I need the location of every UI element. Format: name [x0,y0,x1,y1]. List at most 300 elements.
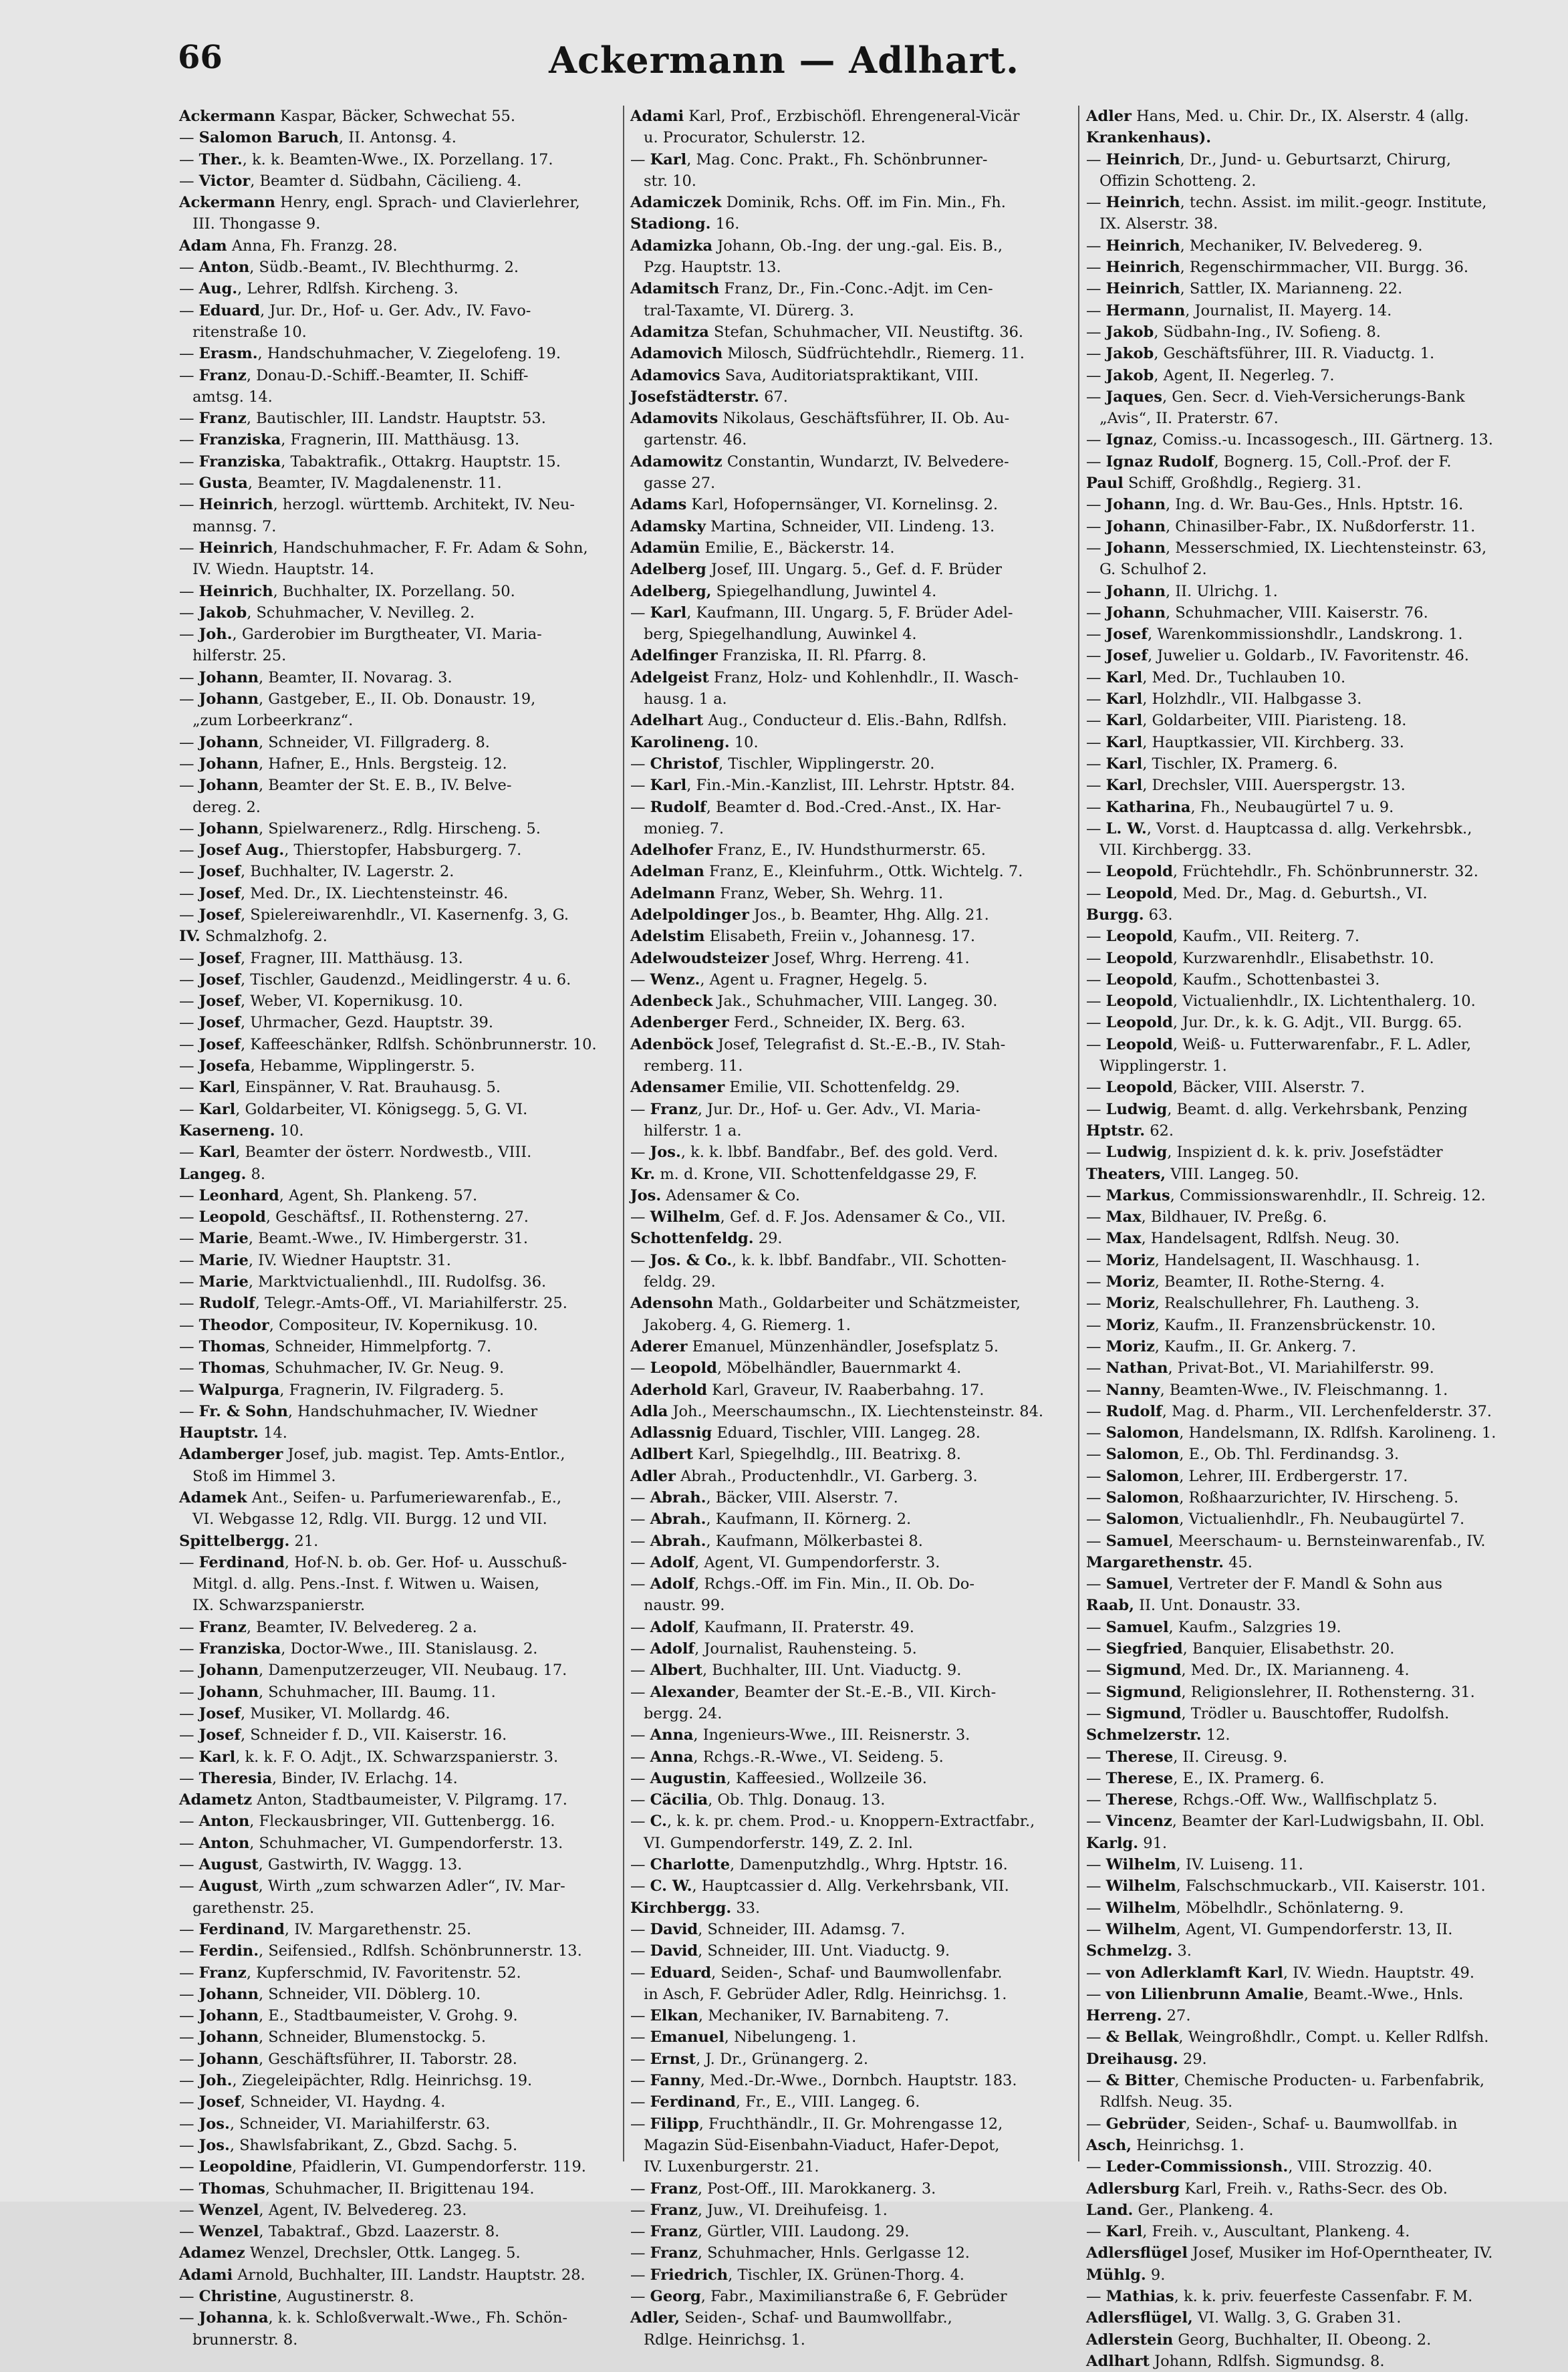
entry-line: Adelmann Franz, Weber, Sh. Wehrg. 11. [630,884,944,902]
entry-line: — Ferdinand, Hof-N. b. ob. Ger. Hof- u. Ausschuß- [179,1553,567,1571]
entry-line: — Johann, Geschäftsführer, II. Taborstr. 28. [179,2050,517,2068]
entry-line: IX. Schwarzspanierstr. [192,1597,366,1615]
entry-line: — Ludwig, Inspizient d. k. k. priv. Josefstädter [1086,1144,1443,1162]
entry-line: — Augustin, Kaffeesied., Wollzeile 36. [630,1769,927,1787]
entry-line: — Karl, Kaufmann, III. Ungarg. 5, F. Brüder Adel- [630,604,1013,622]
entry-line: Kr. m. d. Krone, VII. Schottenfeldgasse 29, F. [630,1165,977,1183]
entry-line: — Thomas, Schuhmacher, II. Brigittenau 194. [179,2180,535,2198]
entry-line: — Moriz, Realschullehrer, Fh. Lautheng. 3. [1086,1295,1420,1313]
entry-line: — Karl, Holzhdlr., VII. Halbgasse 3. [1086,690,1362,708]
entry-line: monieg. 7. [644,819,725,837]
entry-line: — Rudolf, Mag. d. Pharm., VII. Lerchenfelderstr. 37. [1086,1402,1492,1420]
entry-line: — Vincenz, Beamter der Karl-Ludwigsbahn, II. Obl. [1086,1813,1484,1831]
entry-line: Adlersflügel, VI. Wallg. 3, G. Graben 31. [1086,2309,1402,2327]
entry-line: VI. Webgasse 12, Rdlg. VII. Burgg. 12 und VII. [192,1510,547,1529]
page-number: 66 [178,39,223,76]
entry-line: — Joh., Garderobier im Burgtheater, VI. Maria- [179,626,542,644]
entry-line: Adamün Emilie, E., Bäckerstr. 14. [630,539,895,557]
entry-line: — Leopold, Med. Dr., Mag. d. Geburtsh., VI. [1086,884,1428,902]
entry-line: Adamek Ant., Seifen- u. Parfumeriewarenfab., E., [179,1489,562,1506]
entry-line: — Heinrich, Mechaniker, IV. Belvedereg. 9. [1086,237,1423,255]
entry-line: Adametz Anton, Stadtbaumeister, V. Pilgramg. 17. [179,1791,567,1809]
entry-line: Karolineng. 10. [630,733,759,751]
entry-line: — Johann, Beamter, II. Novarag. 3. [179,668,452,686]
entry-line: — Fr. & Sohn, Handschuhmacher, IV. Wiedner [179,1402,538,1420]
entry-line: Margarethenstr. 45. [1086,1553,1253,1571]
entry-line: — Leonhard, Agent, Sh. Plankeng. 57. [179,1186,478,1204]
entry-line: u. Procurator, Schulerstr. 12. [644,129,866,147]
entry-line: — Heinrich, techn. Assist. im milit.-geogr. Institute, [1086,194,1487,212]
entry-line: — Josef, Weber, VI. Kopernikusg. 10. [179,993,463,1011]
entry-line: — Karl, Fin.-Min.-Kanzlist, III. Lehrstr. Hptstr. 84. [630,777,1015,795]
entry-line: — Leder-Commissionsh., VIII. Strozzig. 40. [1086,2158,1432,2176]
entry-line: — Anton, Fleckausbringer, VII. Guttenbergg. 16. [179,1813,555,1831]
entry-line: Adlassnig Eduard, Tischler, VIII. Langeg. 28. [630,1424,981,1442]
entry-line: Adamiczek Dominik, Rchs. Off. im Fin. Min., Fh. [630,194,1006,212]
entry-line: VI. Gumpendorferstr. 149, Z. 2. Inl. [644,1834,913,1852]
entry-line: Theaters, VIII. Langeg. 50. [1086,1165,1299,1183]
entry-line: Adelgeist Franz, Holz- und Kohlenhdlr., II. Wasch- [630,668,1019,686]
entry-line: — Wenz., Agent u. Fragner, Hegelg. 5. [630,970,928,989]
entry-line: Adelman Franz, E., Kleinfuhrm., Ottk. Wichtelg. 7. [630,863,1023,881]
entry-line: — C. W., Hauptcassier d. Allg. Verkehrsbank, VII. [630,1877,1009,1895]
entry-line: ritenstraße 10. [192,323,307,341]
entry-line: — von Adlerklamft Karl, IV. Wiedn. Hauptstr. 49. [1086,1964,1474,1982]
entry-line: Adamberger Josef, jub. magist. Tep. Amts-Entlor., [179,1446,565,1464]
entry-line: IV. Wiedn. Hauptstr. 14. [192,561,374,579]
entry-line: Schmelzg. 3. [1086,1942,1192,1960]
entry-line: — Josef, Warenkommissionshdlr., Landskrong. 1. [1086,626,1463,644]
entry-line: — Sigmund, Trödler u. Bauschtoffer, Rudolfsh. [1086,1704,1450,1722]
entry-line: — Karl, Goldarbeiter, VIII. Piaristeng. 18. [1086,712,1407,730]
entry-line: feldg. 29. [644,1273,716,1291]
entry-line: — Leopold, Kaufm., Schottenbastei 3. [1086,970,1380,989]
entry-line: — Moriz, Kaufm., II. Gr. Ankerg. 7. [1086,1337,1357,1355]
entry-line: berg, Spiegelhandlung, Auwinkel 4. [644,626,917,644]
entry-line: — Anton, Südb.-Beamt., IV. Blechthurmg. 2. [179,259,519,277]
entry-line: — Wenzel, Agent, IV. Belvedereg. 23. [179,2201,467,2219]
entry-line: Langeg. 8. [179,1165,265,1183]
entry-line: — Ther., k. k. Beamten-Wwe., IX. Porzellang. 17. [179,150,553,168]
entry-line: — Wilhelm, Agent, VI. Gumpendorferstr. 13, II. [1086,1920,1453,1938]
entry-line: — Heinrich, herzogl. württemb. Architekt, IV. Neu- [179,496,575,514]
entry-line: — Karl, k. k. F. O. Adjt., IX. Schwarzspanierstr. 3. [179,1748,559,1766]
entry-line: — & Bitter, Chemische Producten- u. Farbenfabrik, [1086,2072,1484,2090]
entry-line: — Jos., Shawlsfabrikant, Z., Gbzd. Sachg. 5. [179,2136,518,2154]
entry-line: Adenberger Ferd., Schneider, IX. Berg. 63. [630,1014,966,1032]
entry-line: — von Lilienbrunn Amalie, Beamt.-Wwe., Hnls. [1086,1985,1464,2003]
entry-line: Schottenfeldg. 29. [630,1230,783,1248]
entry-line: — Theresia, Binder, IV. Erlachg. 14. [179,1769,458,1787]
entry-line: Stadiong. 16. [630,215,740,233]
entry-line: Adami Karl, Prof., Erzbischöfl. Ehrengeneral-Vicär [630,108,1020,125]
running-title: Ackermann — Adlhart. [549,39,1019,82]
entry-line: tral-Taxamte, VI. Dürerg. 3. [644,301,854,319]
entry-line: — Johann, Schuhmacher, III. Baumg. 11. [179,1683,496,1701]
entry-line: Wipplingerstr. 1. [1099,1057,1227,1075]
entry-line: — Marie, Beamt.-Wwe., IV. Himbergerstr. 31. [179,1230,529,1248]
entry-line: — Ferdinand, Fr., E., VIII. Langeg. 6. [630,2093,920,2111]
entry-line: — Wilhelm, IV. Luiseng. 11. [1086,1856,1303,1874]
entry-line: — Eduard, Jur. Dr., Hof- u. Ger. Adv., IV. Favo- [179,301,531,319]
entry-line: — Wilhelm, Möbelhdlr., Schönlaterng. 9. [1086,1899,1404,1917]
entry-line: — L. W., Vorst. d. Hauptcassa d. allg. Verkehrsbk., [1086,819,1472,837]
entry-line: — Heinrich, Dr., Jund- u. Geburtsarzt, Chirurg, [1086,150,1452,168]
entry-line: — Max, Handelsagent, Rdlfsh. Neug. 30. [1086,1230,1400,1248]
entry-line: Paul Schiff, Großhdlg., Regierg. 31. [1086,475,1361,493]
entry-line: Raab, II. Unt. Donaustr. 33. [1086,1597,1301,1615]
entry-line: IX. Alserstr. 38. [1099,215,1218,233]
entry-line: — Jos. & Co., k. k. lbbf. Bandfabr., VII. Schotten- [630,1251,1007,1269]
entry-line: bergg. 24. [644,1704,723,1722]
entry-line: Adamizka Johann, Ob.-Ing. der ung.-gal. Eis. B., [630,237,1003,255]
entry-line: Adelberg Josef, III. Ungarg. 5., Gef. d. F. Brüder [630,561,1003,579]
entry-line: naustr. 99. [644,1597,725,1615]
entry-line: — Jos., Schneider, VI. Mariahilferstr. 63. [179,2115,491,2133]
entry-line: — Alexander, Beamter der St.-E.-B., VII. Kirch- [630,1683,997,1701]
entry-line: Aderhold Karl, Graveur, IV. Raaberbahng. 17. [630,1381,985,1399]
entry-line: hausg. 1 a. [644,690,727,708]
entry-line: Karlg. 91. [1086,1834,1168,1852]
entry-line: Adelhart Aug., Conducteur d. Elis.-Bahn, Rdlfsh. [630,712,1007,730]
entry-line: — Christine, Augustinerstr. 8. [179,2287,414,2305]
entry-line: Adams Karl, Hofopernsänger, VI. Kornelinsg. 2. [630,496,999,514]
entry-line: — Johann, Ing. d. Wr. Bau-Ges., Hnls. Hptstr. 16. [1086,496,1464,514]
entry-line: Adam Anna, Fh. Franzg. 28. [179,237,398,255]
entry-line: — Anna, Rchgs.-R.-Wwe., VI. Seideng. 5. [630,1748,944,1766]
entry-line: Magazin Süd-Eisenbahn-Viaduct, Hafer-Depot, [644,2136,1000,2154]
entry-line: — Katharina, Fh., Neubaugürtel 7 u. 9. [1086,798,1394,816]
entry-line: — Josef, Schneider f. D., VII. Kaiserstr. 16. [179,1726,507,1744]
entry-line: Adamovich Milosch, Südfrüchtehdlr., Riemerg. 11. [630,345,1025,363]
entry-line: — Samuel, Meerschaum- u. Bernsteinwarenfab., IV. [1086,1532,1486,1550]
entry-line: hilferstr. 1 a. [644,1122,742,1140]
entry-line: — Elkan, Mechaniker, IV. Barnabiteng. 7. [630,2007,950,2025]
entry-line: Adamitza Stefan, Schuhmacher, VII. Neustiftg. 36. [630,323,1024,341]
entry-line: — Ludwig, Beamt. d. allg. Verkehrsbank, Penzing [1086,1100,1468,1118]
entry-line: — Nanny, Beamten-Wwe., IV. Fleischmanng. 1. [1086,1381,1448,1399]
entry-line: — Moriz, Handelsagent, II. Waschhausg. 1. [1086,1251,1420,1269]
entry-line: IV. Luxenburgerstr. 21. [644,2158,819,2176]
entry-line: — Moriz, Kaufm., II. Franzensbrückenstr. 10. [1086,1316,1436,1334]
entry-line: Adelpoldinger Jos., b. Beamter, Hhg. Allg. 21. [630,906,989,924]
entry-line: Adlersburg Karl, Freih. v., Raths-Secr. des Ob. [1086,2180,1448,2198]
entry-line: — Moriz, Beamter, II. Rothe-Sterng. 4. [1086,1273,1385,1291]
entry-line: — Franziska, Tabaktrafik., Ottakrg. Hauptstr. 15. [179,452,561,471]
entry-line: — Salomon, Roßhaarzurichter, IV. Hirscheng. 5. [1086,1489,1459,1506]
entry-line: — Ignaz, Comiss.-u. Incassogesch., III. Gärtnerg. 13. [1086,431,1493,449]
entry-line: — Leopold, Kaufm., VII. Reiterg. 7. [1086,928,1360,946]
entry-line: — Abrah., Kaufmann, II. Körnerg. 2. [630,1510,912,1529]
entry-line: — Johann, Messerschmied, IX. Liechtensteinstr. 63, [1086,539,1487,557]
entry-line: — Jos., k. k. lbbf. Bandfabr., Bef. des gold. Verd. [630,1144,999,1162]
entry-line: Kaserneng. 10. [179,1122,304,1140]
entry-line: — Leopold, Geschäftsf., II. Rothensterng. 27. [179,1208,529,1226]
entry-line: Adla Joh., Meerschaumschn., IX. Liechtensteinstr. 84. [630,1402,1044,1420]
entry-line: — Adolf, Kaufmann, II. Praterstr. 49. [630,1618,914,1636]
entry-line: Dreihausg. 29. [1086,2050,1207,2068]
entry-line: — Franz, Juw., VI. Dreihufeisg. 1. [630,2201,888,2219]
entry-line: — Johann, Schuhmacher, VIII. Kaiserstr. 76. [1086,604,1428,622]
entry-line: IV. Schmalzhofg. 2. [179,928,328,946]
entry-line: — Albert, Buchhalter, III. Unt. Viaductg. 9. [630,1662,962,1680]
entry-line: — Franz, Bautischler, III. Landstr. Hauptstr. 53. [179,410,546,428]
entry-line: — Eduard, Seiden-, Schaf- und Baumwollenfabr. [630,1964,1003,1982]
entry-line: — Josef, Kaffeeschänker, Rdlfsh. Schönbrunnerstr. 10. [179,1035,597,1053]
entry-line: Adensamer Emilie, VII. Schottenfeldg. 29. [630,1079,960,1097]
entry-line: Ackermann Kaspar, Bäcker, Schwechat 55. [179,108,516,125]
entry-line: — Therese, Rchgs.-Off. Ww., Wallfischplatz 5. [1086,1791,1438,1809]
entry-line: — Leopoldine, Pfaidlerin, VI. Gumpendorferstr. 119. [179,2158,586,2176]
entry-line: Adensohn Math., Goldarbeiter und Schätzmeister, [630,1295,1021,1313]
entry-line: — Emanuel, Nibelungeng. 1. [630,2028,857,2047]
entry-line: — Salomon, E., Ob. Thl. Ferdinandsg. 3. [1086,1446,1400,1464]
entry-line: Stoß im Himmel 3. [192,1467,336,1485]
entry-line: — Karl, Hauptkassier, VII. Kirchberg. 33. [1086,733,1404,751]
entry-line: — Salomon, Lehrer, III. Erdbergerstr. 17. [1086,1467,1408,1485]
entry-line: — Adolf, Rchgs.-Off. im Fin. Min., II. Ob. Do- [630,1575,974,1593]
entry-line: — Franz, Gürtler, VIII. Laudong. 29. [630,2223,910,2241]
entry-line: Adler Abrah., Productenhdlr., VI. Garberg. 3. [630,1467,978,1485]
entry-line: — Theodor, Compositeur, IV. Kopernikusg. 10. [179,1316,538,1334]
entry-line: Adlersflügel Josef, Musiker im Hof-Operntheater, IV. [1086,2244,1493,2262]
column-divider [623,106,624,2161]
entry-line: Mühlg. 9. [1086,2266,1166,2284]
entry-line: — Josef, Buchhalter, IV. Lagerstr. 2. [179,863,454,881]
entry-line: str. 10. [644,172,696,190]
entry-line: — Franz, Beamter, IV. Belvedereg. 2 a. [179,1618,477,1636]
entry-line: — Karl, Drechsler, VIII. Auerspergstr. 13. [1086,777,1406,795]
entry-line: — Therese, E., IX. Pramerg. 6. [1086,1769,1325,1787]
entry-line: — Johann, Schneider, Blumenstockg. 5. [179,2028,486,2047]
entry-line: — Franziska, Doctor-Wwe., III. Stanislausg. 2. [179,1640,538,1658]
entry-line: — Christof, Tischler, Wipplingerstr. 20. [630,755,935,773]
entry-line: dereg. 2. [192,798,261,816]
entry-line: — Karl, Einspänner, V. Rat. Brauhausg. 5. [179,1079,501,1097]
entry-line: remberg. 11. [644,1057,743,1075]
entry-line: — Filipp, Fruchthändlr., II. Gr. Mohrengasse 12, [630,2115,1003,2133]
entry-line: — Thomas, Schuhmacher, IV. Gr. Neug. 9. [179,1359,505,1377]
entry-line: Offizin Schotteng. 2. [1099,172,1257,190]
entry-line: — Siegfried, Banquier, Elisabethstr. 20. [1086,1640,1395,1658]
entry-line: — Anton, Schuhmacher, VI. Gumpendorferstr. 13. [179,1834,563,1852]
entry-line: — Franziska, Fragnerin, III. Matthäusg. 13. [179,431,520,449]
entry-line: — Johann, Spielwarenerz., Rdlg. Hirscheng. 5. [179,819,541,837]
entry-line: Adelwoudsteizer Josef, Whrg. Herreng. 41. [630,949,970,967]
entry-line: — Franz, Post-Off., III. Marokkanerg. 3. [630,2180,936,2198]
entry-line: — Aug., Lehrer, Rdlfsh. Kircheng. 3. [179,280,459,298]
entry-line: — Leopold, Früchtehdlr., Fh. Schönbrunnerstr. 32. [1086,863,1478,881]
entry-line: Ackermann Henry, engl. Sprach- und Clavierlehrer, [179,194,580,212]
entry-line: — Johann, II. Ulrichg. 1. [1086,582,1278,600]
entry-line: — Ferdin., Seifensied., Rdlfsh. Schönbrunnerstr. 13. [179,1942,582,1960]
entry-line: Herreng. 27. [1086,2007,1191,2025]
entry-line: — Victor, Beamter d. Südbahn, Cäcilieng. 4. [179,172,522,190]
entry-line: — Salomon Baruch, II. Antonsg. 4. [179,129,456,147]
entry-line: — Salomon, Handelsmann, IX. Rdlfsh. Karolineng. 1. [1086,1424,1496,1442]
entry-line: — Abrah., Bäcker, VIII. Alserstr. 7. [630,1489,898,1506]
entry-line: amtsg. 14. [192,388,273,406]
entry-line: Aderer Emanuel, Münzenhändler, Josefsplatz 5. [630,1337,999,1355]
entry-line: — Joh., Ziegeleipächter, Rdlg. Heinrichsg. 19. [179,2072,533,2090]
entry-line: Asch, Heinrichsg. 1. [1086,2136,1245,2154]
entry-line: — Cäcilia, Ob. Thlg. Donaug. 13. [630,1791,886,1809]
entry-line: — Johann, Chinasilber-Fabr., IX. Nußdorferstr. 11. [1086,517,1476,535]
entry-line: Adamitsch Franz, Dr., Fin.-Conc.-Adjt. im Cen- [630,280,993,298]
entry-line: Adler, Seiden-, Schaf- und Baumwollfabr., [630,2309,952,2327]
entry-line: Jos. Adensamer & Co. [630,1186,800,1204]
entry-line: — Josef Aug., Thierstopfer, Habsburgerg. 7. [179,841,522,860]
entry-line: Rdlge. Heinrichsg. 1. [644,2331,805,2349]
entry-line: „zum Lorbeerkranz“. [192,712,354,730]
entry-line: — Ignaz Rudolf, Bognerg. 15, Coll.-Prof. der F. [1086,452,1452,471]
entry-line: — Jaques, Gen. Secr. d. Vieh-Versicherungs-Bank [1086,388,1465,406]
entry-line: — Hermann, Journalist, II. Mayerg. 14. [1086,301,1392,319]
entry-line: Adelfinger Franziska, II. Rl. Pfarrg. 8. [630,647,927,665]
entry-line: — Fanny, Med.-Dr.-Wwe., Dornbch. Hauptstr. 183. [630,2072,1017,2090]
entry-line: Adelberg, Spiegelhandlung, Juwintel 4. [630,582,937,600]
entry-line: Spittelbergg. 21. [179,1532,319,1550]
entry-line: — C., k. k. pr. chem. Prod.- u. Knoppern-Extractfabr., [630,1813,1035,1831]
entry-line: — Walpurga, Fragnerin, IV. Filgraderg. 5. [179,1381,505,1399]
entry-line: — Charlotte, Damenputzhdlg., Whrg. Hptstr. 16. [630,1856,1008,1874]
entry-line: — Nathan, Privat-Bot., VI. Mariahilferstr. 99. [1086,1359,1434,1377]
entry-line: — Wilhelm, Gef. d. F. Jos. Adensamer & Co., VII. [630,1208,1006,1226]
entry-line: — Johann, Beamter der St. E. B., IV. Belve- [179,777,512,795]
entry-line: in Asch, F. Gebrüder Adler, Rdlg. Heinrichsg. 1. [644,1985,1007,2003]
entry-line: — Karl, Mag. Conc. Prakt., Fh. Schönbrunner- [630,150,988,168]
entry-line: — & Bellak, Weingroßhdlr., Compt. u. Keller Rdlfsh. [1086,2028,1489,2047]
entry-line: — Johann, Hafner, E., Hnls. Bergsteig. 12. [179,755,507,773]
entry-line: — Franz, Kupferschmid, IV. Favoritenstr. 52. [179,1964,521,1982]
entry-line: Burgg. 63. [1086,906,1173,924]
entry-line: — Josef, Uhrmacher, Gezd. Hauptstr. 39. [179,1014,494,1032]
entry-line: Hauptstr. 14. [179,1424,287,1442]
entry-line: Adamovics Sava, Auditoriatspraktikant, VIII. [630,366,979,384]
entry-line: — Samuel, Kaufm., Salzgries 19. [1086,1618,1341,1636]
entry-line: Kirchbergg. 33. [630,1899,761,1917]
entry-line: — Anna, Ingenieurs-Wwe., III. Reisnerstr. 3. [630,1726,970,1744]
entry-line: — Rudolf, Beamter d. Bod.-Cred.-Anst., IX. Har- [630,798,1001,816]
entry-line: — Wilhelm, Falschschmuckarb., VII. Kaiserstr. 101. [1086,1877,1486,1895]
entry-line: — Leopold, Kurzwarenhdlr., Elisabethstr. 10. [1086,949,1434,967]
entry-line: Krankenhaus). [1086,129,1212,147]
entry-line: — Gebrüder, Seiden-, Schaf- u. Baumwollfab. in [1086,2115,1458,2133]
entry-line: Adenböck Josef, Telegrafist d. St.-E.-B., IV. Stah- [630,1035,1006,1053]
entry-line: — Leopold, Weiß- u. Futterwarenfabr., F. L. Adler, [1086,1035,1472,1053]
entry-line: Schmelzerstr. 12. [1086,1726,1230,1744]
entry-line: — Johann, Schneider, VII. Döblerg. 10. [179,1985,481,2003]
entry-line: — Sigmund, Religionslehrer, II. Rothensterng. 31. [1086,1683,1475,1701]
entry-line: — Max, Bildhauer, IV. Preßg. 6. [1086,1208,1327,1226]
entry-line: — Thomas, Schneider, Himmelpfortg. 7. [179,1337,492,1355]
entry-line: Adlhart Johann, Rdlfsh. Sigmundsg. 8. [1086,2352,1385,2370]
entry-line: — Wenzel, Tabaktraf., Gbzd. Laazerstr. 8. [179,2223,500,2241]
entry-line: — Karl, Freih. v., Auscultant, Plankeng. 4. [1086,2223,1410,2241]
entry-line: — Jakob, Agent, II. Negerleg. 7. [1086,366,1335,384]
entry-line: — August, Wirth „zum schwarzen Adler“, IV. Mar- [179,1877,565,1895]
entry-line: brunnerstr. 8. [192,2331,298,2349]
entry-line: — Heinrich, Handschuhmacher, F. Fr. Adam & Sohn, [179,539,588,557]
entry-line: gasse 27. [644,475,716,493]
entry-line: — Franz, Schuhmacher, Hnls. Gerlgasse 12. [630,2244,970,2262]
entry-line: Hptstr. 62. [1086,1122,1174,1140]
entry-line: — Josef, Med. Dr., IX. Liechtensteinstr. 46. [179,884,509,902]
entry-line: gartenstr. 46. [644,431,747,449]
entry-line: Adamovits Nikolaus, Geschäftsführer, II. Ob. Au- [630,410,1010,428]
entry-line: — Sigmund, Med. Dr., IX. Marianneng. 4. [1086,1662,1410,1680]
entry-line: Land. Ger., Plankeng. 4. [1086,2201,1274,2219]
entry-line: — Salomon, Victualienhdlr., Fh. Neubaugürtel 7. [1086,1510,1465,1529]
entry-line: — Johann, E., Stadtbaumeister, V. Grohg. 9. [179,2007,518,2025]
entry-line: — Friedrich, Tischler, IX. Grünen-Thorg. 4. [630,2266,964,2284]
entry-line: mannsg. 7. [192,517,277,535]
entry-line: — Gusta, Beamter, IV. Magdalenenstr. 11. [179,475,502,493]
entry-line: — Josef, Musiker, VI. Mollardg. 46. [179,1704,450,1722]
entry-line: — Leopold, Bäcker, VIII. Alserstr. 7. [1086,1079,1365,1097]
entry-line: Adamez Wenzel, Drechsler, Ottk. Langeg. 5. [179,2244,521,2262]
entry-line: — Jakob, Geschäftsführer, III. R. Viaductg. 1. [1086,345,1435,363]
entry-line: — Karl, Tischler, IX. Pramerg. 6. [1086,755,1338,773]
entry-line: — Leopold, Jur. Dr., k. k. G. Adjt., VII. Burgg. 65. [1086,1014,1462,1032]
entry-line: — Johanna, k. k. Schloßverwalt.-Wwe., Fh. Schön- [179,2309,567,2327]
entry-line: — Markus, Commissionswarenhdlr., II. Schreig. 12. [1086,1186,1486,1204]
entry-line: Adlerstein Georg, Buchhalter, II. Obeong. 2. [1086,2331,1432,2349]
entry-line: Adamsky Martina, Schneider, VII. Lindeng. 13. [630,517,995,535]
entry-line: — Marie, IV. Wiedner Hauptstr. 31. [179,1251,451,1269]
entry-line: — Franz, Donau-D.-Schiff.-Beamter, II. Schiff- [179,366,529,384]
entry-line: — Heinrich, Regenschirmmacher, VII. Burgg. 36. [1086,259,1469,277]
entry-line: — Josef, Schneider, VI. Haydng. 4. [179,2093,446,2111]
entry-line: — Karl, Goldarbeiter, VI. Königsegg. 5, G. VI. [179,1100,528,1118]
entry-line: — Karl, Med. Dr., Tuchlauben 10. [1086,668,1346,686]
entry-line: — Karl, Beamter der österr. Nordwestb., VIII. [179,1144,532,1162]
entry-line: — Josef, Tischler, Gaudenzd., Meidlingerstr. 4 u. 6. [179,970,571,989]
entry-line: Rdlfsh. Neug. 35. [1099,2093,1233,2111]
entry-line: — Jakob, Südbahn-Ing., IV. Sofieng. 8. [1086,323,1381,341]
entry-line: III. Thongasse 9. [192,215,321,233]
entry-line: — Josef, Juwelier u. Goldarb., IV. Favoritenstr. 46. [1086,647,1469,665]
entry-line: — Ferdinand, IV. Margarethenstr. 25. [179,1920,472,1938]
entry-line: Adami Arnold, Buchhalter, III. Landstr. Hauptstr. 28. [179,2266,585,2284]
entry-line: — Marie, Marktvictualienhdl., III. Rudolfsg. 36. [179,1273,547,1291]
entry-line: — Jakob, Schuhmacher, V. Nevilleg. 2. [179,604,475,622]
entry-line: — Heinrich, Sattler, IX. Marianneng. 22. [1086,280,1403,298]
entry-line: — Samuel, Vertreter der F. Mandl & Sohn aus [1086,1575,1442,1593]
entry-line: — Josef, Fragner, III. Matthäusg. 13. [179,949,463,967]
entry-line: VII. Kirchbergg. 33. [1099,841,1252,860]
column-3 [1086,106,1534,2370]
entry-line: — August, Gastwirth, IV. Waggg. 13. [179,1856,463,1874]
entry-line: — David, Schneider, III. Adamsg. 7. [630,1920,906,1938]
entry-line: — Adolf, Agent, VI. Gumpendorferstr. 3. [630,1553,940,1571]
entry-line: — Rudolf, Telegr.-Amts-Off., VI. Mariahilferstr. 25. [179,1295,567,1313]
entry-line: — Leopold, Möbelhändler, Bauernmarkt 4. [630,1359,962,1377]
entry-line: — Leopold, Victualienhdlr., IX. Lichtenthalerg. 10. [1086,993,1476,1011]
entry-line: Josefstädterstr. 67. [630,388,788,406]
entry-line: — Ernst, J. Dr., Grünangerg. 2. [630,2050,869,2068]
column-2 [630,106,1073,2349]
entry-line: — Heinrich, Buchhalter, IX. Porzellang. 50. [179,582,515,600]
entry-line: — Georg, Fabr., Maximilianstraße 6, F. Gebrüder [630,2287,1007,2305]
entry-line: Mitgl. d. allg. Pens.-Inst. f. Witwen u. Waisen, [192,1575,540,1593]
entry-line: — Johann, Gastgeber, E., II. Ob. Donaustr. 19, [179,690,536,708]
entry-line: Adlbert Karl, Spiegelhdlg., III. Beatrixg. 8. [630,1446,961,1464]
entry-line: — Josef, Spielereiwarenhdlr., VI. Kasernenfg. 3, G. [179,906,569,924]
entry-line: — Therese, II. Cireusg. 9. [1086,1748,1288,1766]
column-1 [179,106,619,2349]
entry-line: — Johann, Schneider, VI. Fillgraderg. 8. [179,733,490,751]
